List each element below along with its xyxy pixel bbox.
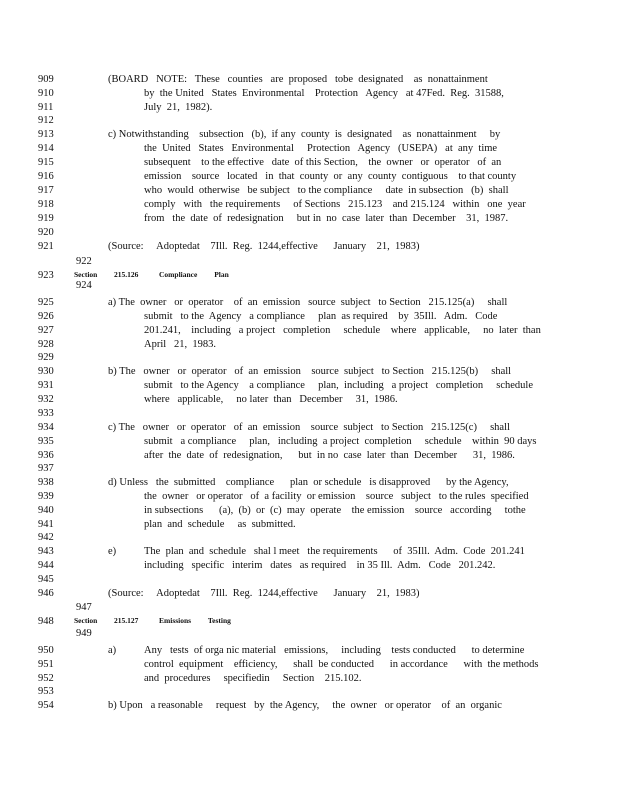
line-number: 926 [38,311,54,322]
line-number: 939 [38,491,54,502]
line-text: comply with the requirements of Sections 215.123 and 215.124 within one year [144,199,526,210]
line-number: 916 [38,171,54,182]
line-text: plan and schedule as submitted. [144,519,296,530]
line-text: the owner or operator of a facility or emission source subject to the rules specified [144,491,529,502]
line-number: 936 [38,450,54,461]
line-text: subsequent to the effective date of this Section, the owner or operator of an [144,157,502,168]
line-number: 930 [38,366,54,377]
line-number: 909 [38,74,54,85]
line-text: e) [108,546,117,557]
line-number: 954 [38,700,54,711]
line-number: 938 [38,477,54,488]
section-number: 215.126 [114,270,139,279]
section-label: Section [74,616,98,625]
line-text: 201.241, including a project completion schedule where applicable, no later than [144,325,541,336]
line-number: 937 [38,463,54,474]
line-number: 947 [76,602,92,613]
line-number: 946 [38,588,54,599]
line-number: 944 [38,560,54,571]
line-text: submit a compliance plan, including a project completion schedule within 90 days [144,436,537,447]
line-number: 911 [38,102,54,113]
line-number: 951 [38,659,54,670]
line-number: 927 [38,325,54,336]
line-text: b) The owner or operator of an emission source subject to Section 215.125(b) shall [108,366,512,377]
line-text: April 21, 1983. [144,339,217,350]
line-number: 912 [38,115,54,126]
line-number: 931 [38,380,54,391]
item-e-text-2: including specific interim dates as required in 35 Ill. Adm. Code 201.242. [144,560,496,571]
line-text: submit to the Agency a compliance plan as required by 35Ill. Adm. Code [144,311,498,322]
line-number: 914 [38,143,54,154]
section-number: 215.127 [114,616,139,625]
line-number: 943 [38,546,54,557]
line-number: 953 [38,686,54,697]
line-text: submit to the Agency a compliance plan, including a project completion schedule [144,380,533,391]
line-number: 952 [38,673,54,684]
line-number: 924 [76,280,92,291]
line-number: 918 [38,199,54,210]
line-number: 913 [38,129,54,140]
item-a-text-1: Any tests of orga nic material emissions, including tests conducted to determine [144,645,525,656]
line-number: 915 [38,157,54,168]
section-label: Section [74,270,98,279]
line-number: 923 [38,270,54,281]
line-text: after the date of redesignation, but in no case later than December 31, 1986. [144,450,515,461]
line-text: b) Upon a reasonable request by the Agency, the owner or operator of an organic [108,700,502,711]
line-number: 919 [38,213,54,224]
item-a-text-2: control equipment efficiency, shall be conducted in accordance with the methods [144,659,539,670]
line-text: c) Notwithstanding subsection (b), if any county is designated as nonattainment by [108,129,501,140]
item-e-text-1: The plan and schedule shal l meet the requirements of 35Ill. Adm. Code 201.241 [144,546,525,557]
line-text: a) [108,645,117,656]
line-number: 934 [38,422,54,433]
line-text: a) The owner or operator of an emission source subject to Section 215.125(a) shall [108,297,508,308]
line-text: (Source: Adoptedat 7Ill. Reg. 1244,effective January 21, 1983) [108,588,420,599]
line-number: 945 [38,574,54,585]
line-text: (Source: Adoptedat 7Ill. Reg. 1244,effective January 21, 1983) [108,241,420,252]
line-text: in subsections (a), (b) or (c) may operate the emission source according tothe [144,505,526,516]
line-number: 929 [38,352,54,363]
line-text: from the date of redesignation but in no case later than December 31, 1987. [144,213,509,224]
line-text: emission source located in that county or any county contiguous to that county [144,171,517,182]
line-number: 925 [38,297,54,308]
line-number: 935 [38,436,54,447]
line-number: 948 [38,616,54,627]
item-a-text-3: and procedures specifiedin Section 215.102. [144,673,362,684]
line-text: by the United States Environmental Protection Agency at 47Fed. Reg. 31588, [144,88,504,99]
line-number: 940 [38,505,54,516]
line-number: 910 [38,88,54,99]
line-number: 920 [38,227,54,238]
line-number: 949 [76,628,92,639]
line-number: 950 [38,645,54,656]
line-number: 921 [38,241,54,252]
line-number: 922 [76,256,92,267]
line-text: the United States Environmental Protection Agency (USEPA) at any time [144,143,498,154]
line-number: 941 [38,519,54,530]
line-number: 933 [38,408,54,419]
line-number: 942 [38,532,54,543]
line-text: who would otherwise be subject to the compliance date in subsection (b) shall [144,185,509,196]
line-text: c) The owner or operator of an emission source subject to Section 215.125(c) shall [108,422,510,433]
line-number: 932 [38,394,54,405]
line-number: 917 [38,185,54,196]
line-text: where applicable, no later than December 31, 1986. [144,394,398,405]
section-title: Emissions Testing [159,616,231,625]
line-text: (BOARD NOTE: These counties are proposed tobe designated as nonattainment [108,74,488,85]
line-text: July 21, 1982). [144,102,213,113]
line-text: d) Unless the submitted compliance plan or schedule is disapproved by the Agency, [108,477,509,488]
line-number: 928 [38,339,54,350]
section-title: Compliance Plan [159,270,229,279]
